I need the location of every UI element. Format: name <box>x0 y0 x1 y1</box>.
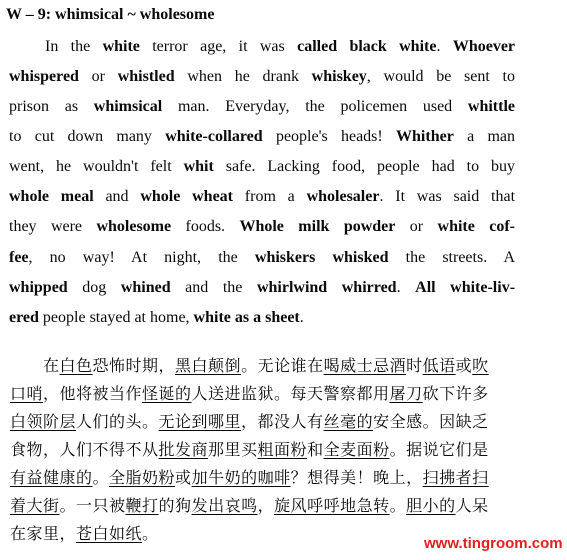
vocab-underline: 低语 <box>422 356 456 375</box>
vocab-underline: 苍白如纸 <box>76 524 143 543</box>
vocab-word: Whither <box>396 128 454 145</box>
english-line: they were wholesome foods. Whole milk powder or white cof- <box>9 218 516 235</box>
vocab-word: Whole milk powder <box>239 218 396 235</box>
vocab-underline: 扫拂者扫 <box>422 468 489 487</box>
vocab-word: whispered <box>9 68 79 85</box>
vocab-underline: 喝威士忌酒 <box>323 356 407 375</box>
vocab-word: white <box>102 38 140 55</box>
chinese-line: 有益健康的。全脂奶粉或加牛奶的咖啡？想得美！晚上，扫拂者扫 <box>10 468 489 487</box>
vocab-underline: 全麦面粉 <box>323 440 390 459</box>
vocab-underline: 吹 <box>472 356 489 375</box>
chinese-line: 食物，人们不得不从批发商那里买粗面粉和全麦面粉。据说它们是 <box>10 440 489 459</box>
vocab-underline: 着大街 <box>10 496 60 515</box>
vocab-word: wholesome <box>96 218 172 235</box>
vocab-underline: 无论到哪里 <box>158 412 242 431</box>
english-line: went, he wouldn't felt whit safe. Lacking food, people had to buy <box>9 158 515 175</box>
vocab-underline: 丝毫的 <box>323 412 374 431</box>
vocab-underline: 旋风呼呼地急转 <box>274 496 390 515</box>
vocab-word: wholesaler <box>306 188 380 205</box>
vocab-word: whole meal <box>9 188 94 205</box>
vocab-underline: 发出哀鸣 <box>191 496 258 515</box>
vocab-word: fee <box>9 249 29 266</box>
vocab-word: whole wheat <box>140 188 234 205</box>
vocab-word: whiskey <box>311 68 367 85</box>
english-line: In the white terror age, it was called black white. Whoever <box>45 38 516 55</box>
english-line: prison as whimsical man. Everyday, the policemen used whittle <box>9 98 516 115</box>
vocab-underline: 白领阶层 <box>10 412 77 431</box>
vocab-word: whined <box>120 279 171 296</box>
vocab-word: called black white <box>297 38 437 55</box>
vocab-word: whiskers whisked <box>254 249 389 266</box>
chinese-line: 在白色恐怖时期，黑白颠倒。无论谁在喝威士忌酒时低语或吹 <box>43 356 489 375</box>
chinese-line: 口哨，他将被当作怪诞的人送进监狱。每天警察都用屠刀砍下许多 <box>10 384 489 403</box>
english-line: to cut down many white-collared people's heads! Whither a man <box>9 128 515 145</box>
vocab-word: white as a sheet <box>193 309 300 326</box>
vocab-word: whittle <box>467 98 516 115</box>
chinese-line: 在家里，苍白如纸。 <box>10 524 159 543</box>
vocab-underline: 白色 <box>59 356 93 375</box>
vocab-word: whistled <box>117 68 175 85</box>
english-line: ered people stayed at home, white as a sheet. <box>9 309 304 326</box>
vocab-underline: 口哨 <box>10 384 44 403</box>
chinese-line: 白领阶层人们的头。无论到哪里，都没人有丝毫的安全感。因缺乏 <box>10 412 489 431</box>
english-line: whipped dog whined and the whirlwind whirred. All white-liv- <box>9 279 516 296</box>
vocab-word: white-collared <box>165 128 263 145</box>
vocab-underline: 怪诞的 <box>142 384 192 403</box>
vocab-word: whimsical <box>93 98 163 115</box>
vocab-underline: 粗面粉 <box>257 440 308 459</box>
chinese-line: 着大街。一只被鞭打的狗发出哀鸣，旋风呼呼地急转。胆小的人呆 <box>10 496 489 515</box>
vocab-underline: 批发商 <box>158 440 209 459</box>
lesson-heading: W – 9: whimsical ~ wholesome <box>6 6 215 23</box>
vocab-underline: 黑白颠倒 <box>175 356 242 375</box>
vocab-underline: 胆小的 <box>406 496 456 515</box>
english-line: whispered or whistled when he drank whiskey, would be sent to <box>9 68 515 85</box>
vocab-word: All white-liv- <box>415 279 516 296</box>
vocab-underline: 全脂奶粉 <box>109 468 176 487</box>
vocab-word: white cof- <box>437 218 516 235</box>
vocab-underline: 鞭打 <box>125 496 159 515</box>
site-watermark: www.tingroom.com <box>424 535 563 552</box>
vocab-word: whit <box>183 158 214 175</box>
english-line: fee, no way! At night, the whiskers whisked the streets. A <box>9 249 516 266</box>
vocab-underline: 屠刀 <box>389 384 423 403</box>
english-line: whole meal and whole wheat from a wholesaler. It was said that <box>9 188 516 205</box>
vocab-word: ered <box>9 309 39 326</box>
vocab-underline: 加牛奶的咖啡 <box>191 468 291 487</box>
vocab-word: Whoever <box>452 38 516 55</box>
vocab-underline: 有益健康的 <box>10 468 93 487</box>
vocab-word: whipped <box>9 279 68 296</box>
vocab-word: whirlwind whirred <box>256 279 397 296</box>
